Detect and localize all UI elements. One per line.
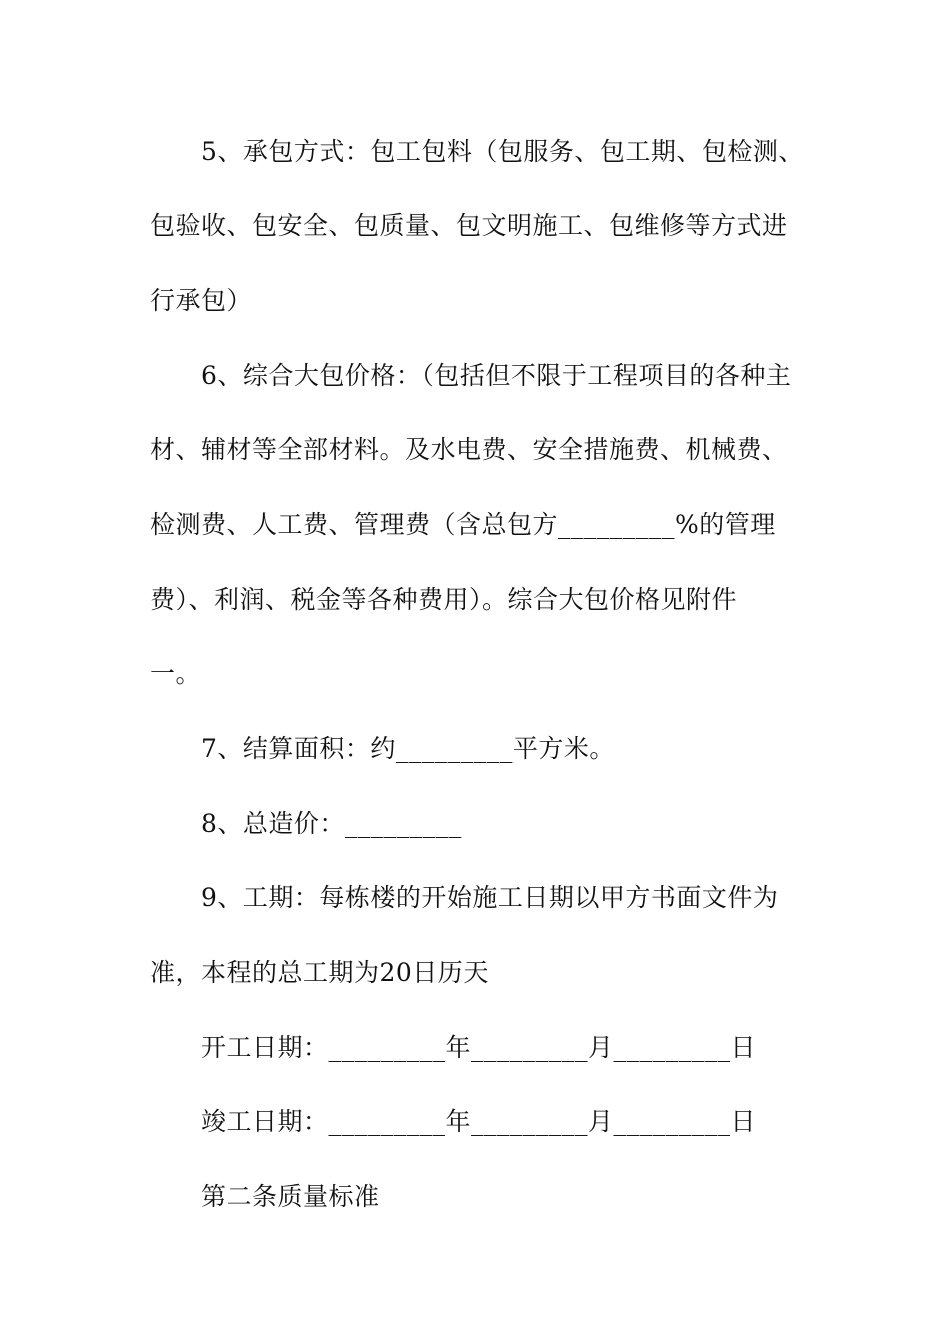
clause-9-line-1: 9、工期：每栋楼的开始施工日期以甲方书面文件为 xyxy=(201,883,779,912)
clause-5-line-2: 包验收、包安全、包质量、包文明施工、包维修等方式进 xyxy=(150,211,788,240)
clause-7-line: 7、结算面积：约_________平方米。 xyxy=(201,734,615,763)
clause-6-line-5: 一。 xyxy=(150,659,202,688)
clause-6-line-3: 检测费、人工费、管理费（含总包方_________%的管理 xyxy=(150,510,776,539)
clause-5-line-3: 行承包） xyxy=(150,286,253,315)
clause-6-line-2: 材、辅材等全部材料。及水电费、安全措施费、机械费、 xyxy=(150,435,788,464)
clause-9-line-2: 准，本程的总工期为20日历天 xyxy=(150,958,489,987)
start-date-line: 开工日期：_________年_________月_________日 xyxy=(201,1033,757,1062)
clause-5-line-1: 5、承包方式：包工包料（包服务、包工期、包检测、 xyxy=(201,137,804,166)
clause-8-line: 8、总造价：_________ xyxy=(201,809,462,838)
article-2-heading: 第二条质量标准 xyxy=(201,1182,380,1211)
clause-6-line-4: 费）、利润、税金等各种费用）。综合大包价格见附件 xyxy=(150,585,738,614)
clause-6-line-1: 6、综合大包价格：（包括但不限于工程项目的各种主 xyxy=(201,361,792,390)
completion-date-line: 竣工日期：_________年_________月_________日 xyxy=(201,1107,757,1136)
